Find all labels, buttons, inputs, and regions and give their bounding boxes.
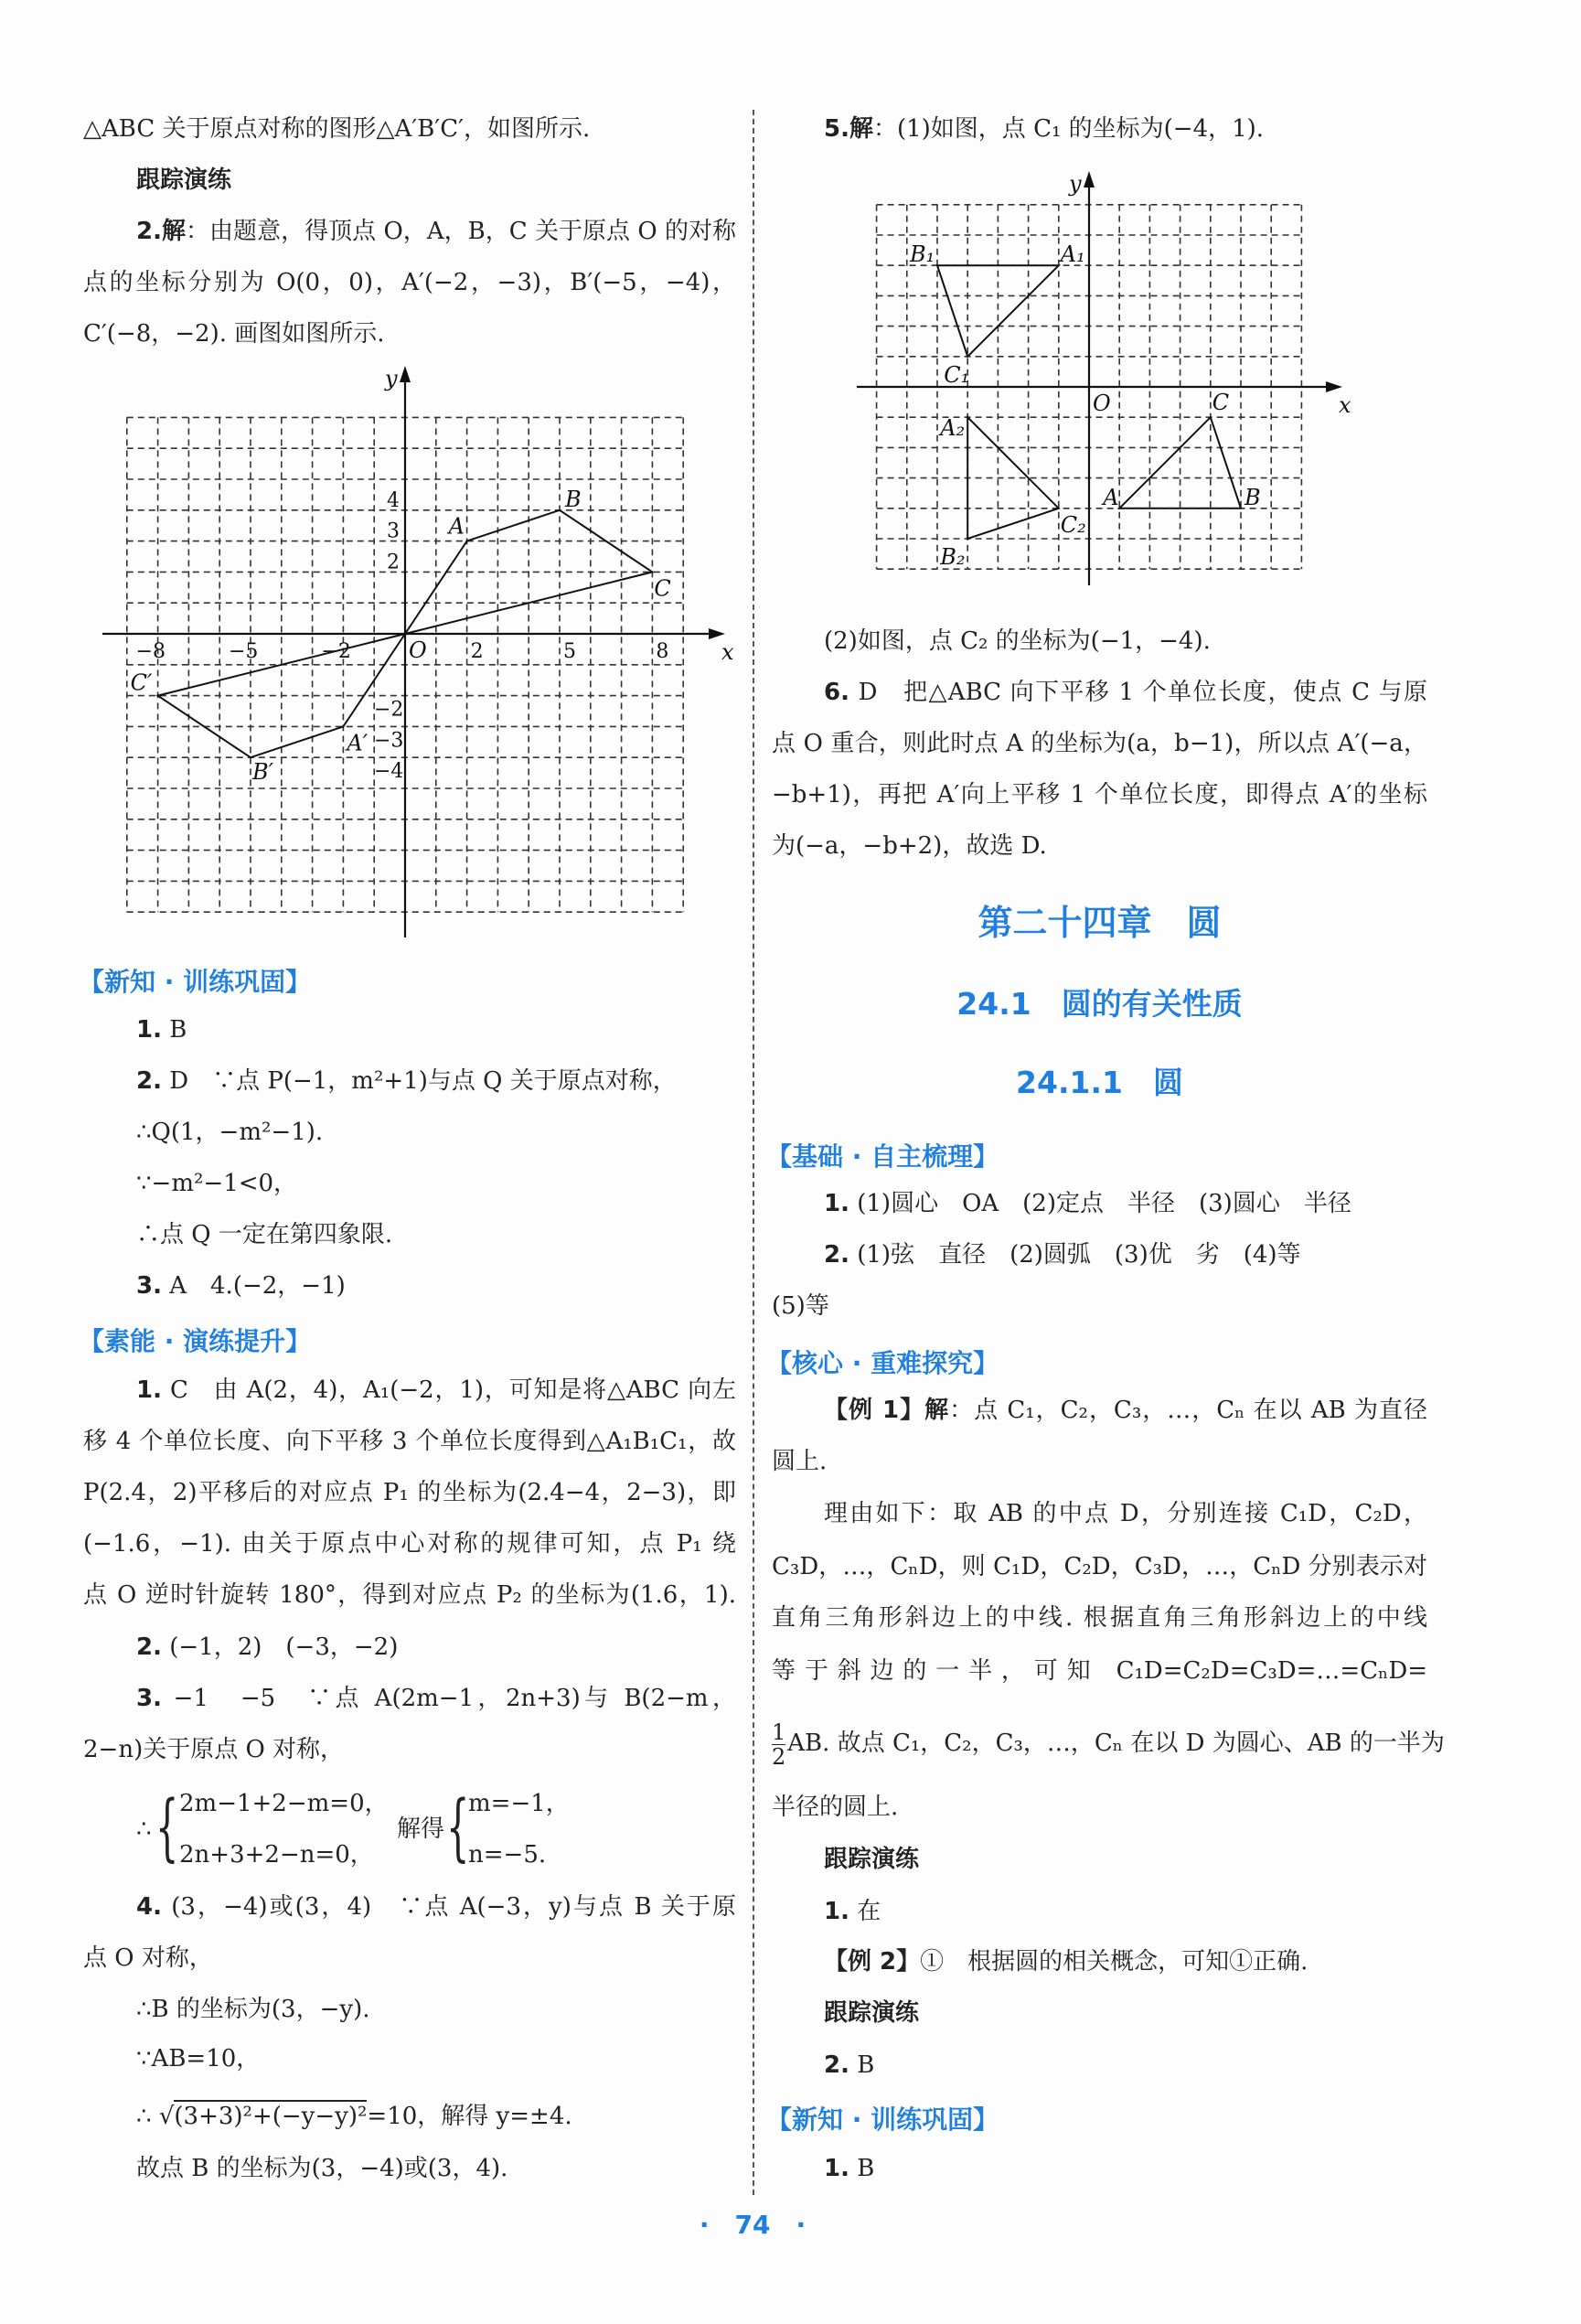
- item-text: ：由题意，得顶点 O，A，B，C 关于原点 O 的对称: [186, 218, 736, 245]
- item-text: ：点 C₁，C₂，C₃，…，Cₙ 在以 AB 为直径: [949, 1397, 1427, 1424]
- page-number: · 74 ·: [699, 2210, 807, 2240]
- equation-brace: {: [155, 1784, 179, 1869]
- equation-line: 2m−1+2−m=0，: [179, 1790, 389, 1817]
- item-number: 2.: [136, 1633, 162, 1661]
- text-line: C′(−8，−2). 画图如图所示.: [83, 320, 385, 348]
- vertex-label: C: [654, 575, 671, 602]
- vertex-label: A₁: [1060, 241, 1085, 268]
- vertex-label: A′: [347, 730, 369, 756]
- item-number: 1.: [824, 2155, 849, 2182]
- subsection-title: 24.1.1 圆: [1016, 1065, 1183, 1100]
- text-line: 故点 B 的坐标为(3，−4)或(3，4).: [136, 2155, 508, 2182]
- text-line: 移 4 个单位长度、向下平移 3 个单位长度得到△A₁B₁C₁，故: [83, 1428, 736, 1455]
- vertex-label: B: [1245, 484, 1261, 510]
- item-text: (3，−4)或(3，4) ∵点 A(−3，y)与点 B 关于原: [161, 1893, 736, 1921]
- vertex-label: B₁: [910, 241, 935, 268]
- origin-label: O: [409, 637, 427, 663]
- chapter-title: 第二十四章 圆: [977, 903, 1222, 943]
- x-axis-arrow-icon: [1326, 381, 1342, 392]
- text-line: −b+1)，再把 A′向上平移 1 个单位长度，即得点 A′的坐标: [772, 781, 1427, 809]
- equation-line: 2n+3+2−n=0，: [179, 1841, 374, 1869]
- figure-polygon: [937, 265, 1059, 357]
- solution-brace: {: [446, 1784, 470, 1869]
- item-text: C 由 A(2，4)，A₁(−2，1)，可知是将△ABC 向左: [170, 1376, 736, 1404]
- item-text: (1)圆心 OA (2)定点 半径 (3)圆心 半径: [849, 1190, 1351, 1217]
- text-line: 等于斜边的一半，可知 C₁D=C₂D=C₃D=…=CₙD=: [772, 1657, 1427, 1685]
- section-heading-xinzhi-2: 【新知 · 训练巩固】: [766, 2104, 999, 2135]
- text-line: (5)等: [772, 1292, 829, 1320]
- text-line: P(2.4，2)平移后的对应点 P₁ 的坐标为(2.4−4，2−3)，即: [83, 1479, 736, 1506]
- section-heading-jichu: 【基础 · 自主梳理】: [766, 1141, 999, 1172]
- example-label: 【例 1】解: [824, 1397, 950, 1424]
- item-number: 1.: [136, 1376, 162, 1404]
- y-axis-label: y: [385, 366, 398, 391]
- item-text: ：(1)如图，点 C₁ 的坐标为(−4，1).: [872, 115, 1265, 143]
- solve-label: 解得: [397, 1815, 445, 1843]
- therefore-symbol: ∴: [136, 2103, 159, 2130]
- y-tick-label: 3: [387, 519, 400, 543]
- text-line: 点 O 逆时针旋转 180°，得到对应点 P₂ 的坐标为(1.6，1).: [83, 1581, 736, 1609]
- radicand: (3+3)²+(−y−y)²: [174, 2100, 367, 2130]
- text-line: 半径的圆上.: [772, 1794, 899, 1821]
- solution-line: m=−1，: [468, 1790, 570, 1817]
- item-number: 2.解: [136, 218, 187, 245]
- y-axis-arrow-icon: [400, 366, 411, 382]
- item-text: ① 根据圆的相关概念，可知①正确.: [920, 1948, 1309, 1976]
- text-line: 2−n)关于原点 O 对称，: [83, 1736, 345, 1763]
- text-line: 点的坐标分别为 O(0，0)，A′(−2，−3)，B′(−5，−4)，: [83, 269, 736, 296]
- section-heading-suneng: 【素能 · 演练提升】: [79, 1326, 312, 1356]
- vertex-label: C: [1212, 390, 1230, 416]
- sqrt-sign: √: [158, 2103, 175, 2130]
- item-number: 2.: [136, 1067, 162, 1095]
- y-tick-label: 4: [387, 488, 400, 512]
- vertex-label: C′: [130, 669, 153, 696]
- y-tick-label: 2: [387, 551, 400, 574]
- subheading-track-practice: 跟踪演练: [824, 1846, 920, 1873]
- fraction-denominator: 2: [772, 1743, 786, 1770]
- item-text: −1 −5 ∵点 A(2m−1，2n+3)与 B(2−m，: [161, 1685, 736, 1712]
- y-axis-label: y: [1069, 171, 1082, 197]
- vertex-label: A₂: [940, 415, 966, 442]
- y-axis-arrow-icon: [1084, 171, 1095, 187]
- item-text: B: [849, 2051, 875, 2079]
- y-tick-label: −3: [374, 729, 404, 753]
- item-number: 1.: [136, 1016, 162, 1044]
- x-axis-arrow-icon: [709, 628, 725, 639]
- vertex-label: B₂: [940, 544, 966, 570]
- fraction-numerator: 1: [772, 1719, 786, 1745]
- x-tick-label: −5: [229, 640, 259, 663]
- text-line: (2)如图，点 C₂ 的坐标为(−1，−4).: [824, 627, 1211, 655]
- x-tick-label: −8: [135, 640, 166, 663]
- item-text: AB. 故点 C₁，C₂，C₃，…，Cₙ 在以 D 为圆心、AB 的一半为: [787, 1730, 1445, 1757]
- vertex-label: B′: [252, 759, 274, 786]
- text-line: ∴B 的坐标为(3，−y).: [136, 1996, 370, 2023]
- text-line: 为(−a，−b+2)，故选 D.: [772, 832, 1047, 860]
- vertex-label: C₂: [1060, 511, 1086, 538]
- x-tick-label: 8: [656, 640, 669, 663]
- item-number: 3.: [136, 1685, 162, 1712]
- item-text: (1)弦 直径 (2)圆弧 (3)优 劣 (4)等: [849, 1241, 1301, 1269]
- item-number: 1.: [824, 1898, 849, 1925]
- x-tick-label: 2: [470, 640, 484, 663]
- y-tick-label: −2: [374, 698, 404, 722]
- x-axis-label: x: [721, 639, 734, 665]
- subheading-track-practice: 跟踪演练: [824, 1999, 920, 2027]
- section-heading-xinzhi: 【新知 · 训练巩固】: [79, 967, 312, 997]
- item-number: 2.: [824, 2051, 849, 2079]
- vertex-label: A: [448, 513, 465, 540]
- item-number: 4.: [136, 1893, 162, 1921]
- section-title: 24.1 圆的有关性质: [956, 986, 1243, 1022]
- item-number: 3.: [136, 1272, 162, 1300]
- text-line: 点 O 重合，则此时点 A 的坐标为(a，b−1)，所以点 A′(−a，: [772, 730, 1427, 757]
- subheading-track-practice: 跟踪演练: [136, 166, 232, 194]
- item-text: (−1，2) (−3，−2): [161, 1633, 399, 1661]
- therefore-symbol: ∴: [136, 1815, 152, 1843]
- x-tick-label: −2: [321, 640, 351, 663]
- item-text: B: [849, 2155, 875, 2182]
- text-line: 圆上.: [772, 1448, 828, 1475]
- vertex-label: A: [1103, 484, 1119, 510]
- solution-line: n=−5.: [468, 1841, 547, 1869]
- item-text: 在: [849, 1898, 881, 1925]
- text-line: 理由如下：取 AB 的中点 D，分别连接 C₁D，C₂D，: [824, 1500, 1427, 1527]
- text-line: C₃D，…，CₙD，则 C₁D，C₂D，C₃D，…，CₙD 分别表示对: [772, 1553, 1427, 1580]
- y-tick-label: −4: [374, 760, 404, 784]
- item-number: 1.: [824, 1190, 849, 1217]
- text-line: ∵−m²−1<0，: [136, 1170, 298, 1197]
- section-heading-hexin: 【核心 · 重难探究】: [766, 1348, 999, 1378]
- item-number: 5.解: [824, 115, 873, 143]
- text-line: 点 O 对称，: [83, 1944, 213, 1972]
- text-line: (−1.6，−1). 由关于原点中心对称的规律可知，点 P₁ 绕: [83, 1530, 736, 1558]
- item-text: A 4.(−2，−1): [161, 1272, 346, 1300]
- text-line: ∴点 Q 一定在第四象限.: [136, 1221, 393, 1248]
- item-number: 2.: [824, 1241, 849, 1269]
- item-number: 6.: [824, 679, 849, 706]
- text-line: ∴Q(1，−m²−1).: [136, 1119, 324, 1146]
- vertex-label: B: [565, 486, 582, 512]
- text-line: ∵AB=10，: [136, 2045, 261, 2072]
- example-label: 【例 2】: [824, 1948, 921, 1976]
- item-text: D ∵点 P(−1，m²+1)与点 Q 关于原点对称，: [161, 1067, 677, 1095]
- text-line: 直角三角形斜边上的中线. 根据直角三角形斜边上的中线: [772, 1604, 1427, 1632]
- vertex-label: C₁: [944, 361, 970, 388]
- item-text: D 把△ABC 向下平移 1 个单位长度，使点 C 与原: [849, 679, 1427, 706]
- origin-label: O: [1093, 391, 1111, 416]
- item-text: B: [161, 1016, 187, 1044]
- equation-result: =10，解得 y=±4.: [367, 2103, 572, 2130]
- text-line: △ABC 关于原点对称的图形△A′B′C′，如图所示.: [83, 115, 591, 143]
- x-axis-label: x: [1339, 392, 1351, 418]
- x-tick-label: 5: [563, 640, 576, 663]
